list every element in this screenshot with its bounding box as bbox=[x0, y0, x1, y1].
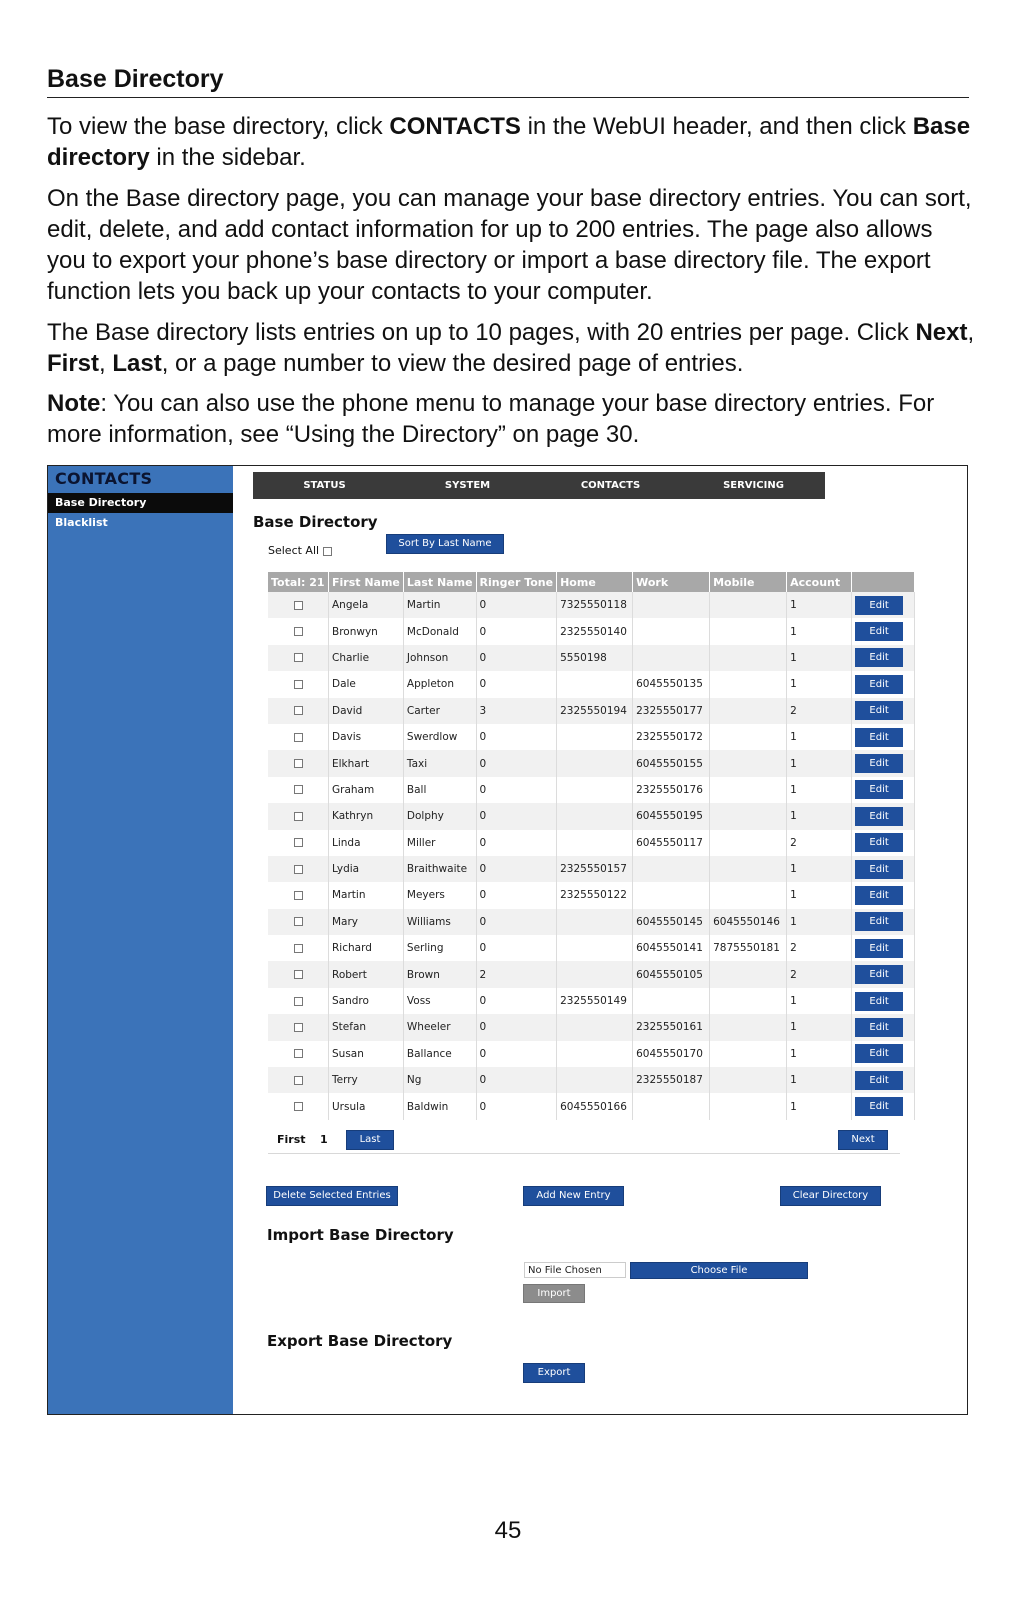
row-checkbox[interactable] bbox=[294, 1102, 303, 1111]
cell-home bbox=[557, 830, 633, 856]
import-button[interactable]: Import bbox=[523, 1284, 585, 1303]
cell-first-name: Lydia bbox=[329, 856, 404, 882]
cell-work: 2325550172 bbox=[633, 724, 710, 750]
cell-first-name: Dale bbox=[329, 671, 404, 697]
table-row bbox=[268, 698, 915, 724]
row-checkbox[interactable] bbox=[294, 1076, 303, 1085]
cell-mobile bbox=[710, 750, 787, 776]
cell-account: 2 bbox=[787, 698, 852, 724]
cell-mobile bbox=[710, 724, 787, 750]
col-ringer-tone: Ringer Tone bbox=[476, 572, 557, 592]
row-checkbox[interactable] bbox=[294, 706, 303, 715]
cell-last-name: Meyers bbox=[403, 882, 476, 908]
cell-mobile bbox=[710, 645, 787, 671]
edit-button[interactable]: Edit bbox=[855, 1071, 903, 1090]
row-checkbox[interactable] bbox=[294, 865, 303, 874]
cell-mobile bbox=[710, 961, 787, 987]
cell-ringer-tone: 0 bbox=[476, 618, 557, 644]
edit-button[interactable]: Edit bbox=[855, 965, 903, 984]
table-row bbox=[268, 909, 915, 935]
cell-mobile bbox=[710, 1093, 787, 1119]
top-nav bbox=[253, 472, 825, 499]
cell-ringer-tone: 0 bbox=[476, 645, 557, 671]
cell-home: 7325550118 bbox=[557, 592, 633, 618]
cell-work bbox=[633, 645, 710, 671]
row-select-cell bbox=[268, 671, 329, 697]
cell-first-name: Graham bbox=[329, 777, 404, 803]
cell-home: 2325550122 bbox=[557, 882, 633, 908]
cell-last-name: Baldwin bbox=[403, 1093, 476, 1119]
col-total: Total: 21 bbox=[268, 572, 329, 592]
pager-first[interactable]: First bbox=[277, 1133, 306, 1146]
cell-work: 6045550105 bbox=[633, 961, 710, 987]
nav-status[interactable]: STATUS bbox=[303, 480, 346, 491]
cell-home bbox=[557, 1041, 633, 1067]
row-actions-cell bbox=[852, 592, 915, 618]
cell-account: 1 bbox=[787, 645, 852, 671]
cell-first-name: David bbox=[329, 698, 404, 724]
table-row bbox=[268, 1041, 915, 1067]
cell-last-name: Taxi bbox=[403, 750, 476, 776]
file-status: No File Chosen bbox=[524, 1262, 626, 1278]
table-body bbox=[268, 592, 915, 1120]
cell-ringer-tone: 0 bbox=[476, 988, 557, 1014]
row-actions-cell bbox=[852, 961, 915, 987]
cell-first-name: Bronwyn bbox=[329, 618, 404, 644]
cell-account: 1 bbox=[787, 909, 852, 935]
cell-last-name: Appleton bbox=[403, 671, 476, 697]
row-select-cell bbox=[268, 882, 329, 908]
row-select-cell bbox=[268, 1041, 329, 1067]
cell-account: 1 bbox=[787, 618, 852, 644]
cell-first-name: Susan bbox=[329, 1041, 404, 1067]
cell-first-name: Ursula bbox=[329, 1093, 404, 1119]
row-select-cell bbox=[268, 1014, 329, 1040]
page-title: Base Directory bbox=[253, 513, 378, 531]
row-actions-cell bbox=[852, 1014, 915, 1040]
cell-ringer-tone: 0 bbox=[476, 1041, 557, 1067]
cell-home bbox=[557, 935, 633, 961]
edit-button[interactable]: Edit bbox=[855, 622, 903, 641]
cell-account: 2 bbox=[787, 830, 852, 856]
table-header bbox=[268, 572, 915, 592]
cell-home: 2325550149 bbox=[557, 988, 633, 1014]
row-select-cell bbox=[268, 618, 329, 644]
cell-work bbox=[633, 1093, 710, 1119]
cell-work bbox=[633, 618, 710, 644]
table-row bbox=[268, 645, 915, 671]
edit-button[interactable]: Edit bbox=[855, 780, 903, 799]
cell-mobile bbox=[710, 698, 787, 724]
row-checkbox[interactable] bbox=[294, 680, 303, 689]
table-row bbox=[268, 592, 915, 618]
cell-mobile bbox=[710, 1014, 787, 1040]
table-row bbox=[268, 1014, 915, 1040]
row-select-cell bbox=[268, 988, 329, 1014]
row-actions-cell bbox=[852, 1093, 915, 1119]
cell-last-name: Ball bbox=[403, 777, 476, 803]
row-select-cell bbox=[268, 1067, 329, 1093]
table-row bbox=[268, 961, 915, 987]
cell-work bbox=[633, 988, 710, 1014]
cell-home: 6045550166 bbox=[557, 1093, 633, 1119]
edit-button[interactable]: Edit bbox=[855, 1018, 903, 1037]
cell-home bbox=[557, 750, 633, 776]
cell-home: 5550198 bbox=[557, 645, 633, 671]
cell-first-name: Charlie bbox=[329, 645, 404, 671]
cell-ringer-tone: 0 bbox=[476, 830, 557, 856]
row-actions-cell bbox=[852, 698, 915, 724]
row-select-cell bbox=[268, 724, 329, 750]
cell-work: 6045550145 bbox=[633, 909, 710, 935]
add-new-entry-button[interactable]: Add New Entry bbox=[523, 1186, 624, 1206]
edit-button[interactable]: Edit bbox=[855, 912, 903, 931]
cell-first-name: Martin bbox=[329, 882, 404, 908]
table-row bbox=[268, 618, 915, 644]
cell-last-name: Serling bbox=[403, 935, 476, 961]
row-checkbox[interactable] bbox=[294, 1049, 303, 1058]
row-actions-cell bbox=[852, 1041, 915, 1067]
table-row bbox=[268, 671, 915, 697]
edit-button[interactable]: Edit bbox=[855, 860, 903, 879]
cell-last-name: Brown bbox=[403, 961, 476, 987]
cell-home bbox=[557, 1067, 633, 1093]
sidebar-item-base-directory[interactable]: Base Directory bbox=[48, 493, 233, 513]
directory-table bbox=[268, 572, 915, 1120]
cell-mobile bbox=[710, 1067, 787, 1093]
cell-account: 1 bbox=[787, 1014, 852, 1040]
row-actions-cell bbox=[852, 988, 915, 1014]
nav-servicing[interactable]: SERVICING bbox=[723, 480, 784, 491]
cell-account: 1 bbox=[787, 1067, 852, 1093]
col-first-name: First Name bbox=[329, 572, 404, 592]
cell-last-name: Dolphy bbox=[403, 803, 476, 829]
cell-last-name: Johnson bbox=[403, 645, 476, 671]
cell-account: 1 bbox=[787, 882, 852, 908]
cell-account: 1 bbox=[787, 671, 852, 697]
cell-ringer-tone: 0 bbox=[476, 750, 557, 776]
cell-home bbox=[557, 803, 633, 829]
edit-button[interactable]: Edit bbox=[855, 1097, 903, 1116]
cell-account: 1 bbox=[787, 988, 852, 1014]
edit-button[interactable]: Edit bbox=[855, 833, 903, 852]
section-heading: Base Directory bbox=[47, 64, 969, 98]
cell-first-name: Robert bbox=[329, 961, 404, 987]
table-row bbox=[268, 1093, 915, 1119]
cell-work bbox=[633, 592, 710, 618]
row-select-cell bbox=[268, 935, 329, 961]
cell-mobile bbox=[710, 803, 787, 829]
paragraph-pages: The Base directory lists entries on up to 10 pages, with 20 entries per page. Click Next, First, Last, or a page number to view the desired page of entries. bbox=[47, 319, 975, 377]
cell-last-name: Braithwaite bbox=[403, 856, 476, 882]
table-row bbox=[268, 777, 915, 803]
row-actions-cell bbox=[852, 750, 915, 776]
table-row bbox=[268, 803, 915, 829]
row-actions-cell bbox=[852, 909, 915, 935]
cell-account: 1 bbox=[787, 724, 852, 750]
edit-button[interactable]: Edit bbox=[855, 754, 903, 773]
cell-ringer-tone: 0 bbox=[476, 724, 557, 750]
sidebar-item-blacklist[interactable]: Blacklist bbox=[55, 516, 108, 529]
cell-ringer-tone: 0 bbox=[476, 909, 557, 935]
cell-ringer-tone: 3 bbox=[476, 698, 557, 724]
row-actions-cell bbox=[852, 671, 915, 697]
row-checkbox[interactable] bbox=[294, 970, 303, 979]
row-checkbox[interactable] bbox=[294, 733, 303, 742]
cell-work: 2325550177 bbox=[633, 698, 710, 724]
table-row bbox=[268, 882, 915, 908]
cell-mobile bbox=[710, 671, 787, 697]
cell-first-name: Richard bbox=[329, 935, 404, 961]
table-row bbox=[268, 750, 915, 776]
edit-button[interactable]: Edit bbox=[855, 701, 903, 720]
row-actions-cell bbox=[852, 777, 915, 803]
cell-ringer-tone: 0 bbox=[476, 592, 557, 618]
table-row bbox=[268, 935, 915, 961]
col-mobile: Mobile bbox=[710, 572, 787, 592]
sort-by-last-name-button[interactable]: Sort By Last Name bbox=[386, 534, 504, 554]
row-select-cell bbox=[268, 645, 329, 671]
cell-account: 1 bbox=[787, 1041, 852, 1067]
row-actions-cell bbox=[852, 645, 915, 671]
cell-last-name: Williams bbox=[403, 909, 476, 935]
table-row bbox=[268, 988, 915, 1014]
clear-directory-button[interactable]: Clear Directory bbox=[780, 1186, 881, 1206]
cell-mobile: 7875550181 bbox=[710, 935, 787, 961]
edit-button[interactable]: Edit bbox=[855, 675, 903, 694]
cell-last-name: Wheeler bbox=[403, 1014, 476, 1040]
row-actions-cell bbox=[852, 1067, 915, 1093]
cell-first-name: Stefan bbox=[329, 1014, 404, 1040]
sidebar-title: CONTACTS bbox=[55, 469, 153, 488]
row-actions-cell bbox=[852, 830, 915, 856]
cell-last-name: Swerdlow bbox=[403, 724, 476, 750]
row-select-cell bbox=[268, 750, 329, 776]
row-select-cell bbox=[268, 698, 329, 724]
cell-mobile bbox=[710, 988, 787, 1014]
row-checkbox[interactable] bbox=[294, 653, 303, 662]
cell-first-name: Terry bbox=[329, 1067, 404, 1093]
cell-ringer-tone: 0 bbox=[476, 856, 557, 882]
cell-first-name: Angela bbox=[329, 592, 404, 618]
cell-first-name: Kathryn bbox=[329, 803, 404, 829]
cell-mobile bbox=[710, 830, 787, 856]
sidebar bbox=[48, 466, 233, 1414]
row-checkbox[interactable] bbox=[294, 1023, 303, 1032]
pager-last-button[interactable]: Last bbox=[346, 1130, 394, 1150]
cell-mobile bbox=[710, 592, 787, 618]
cell-account: 2 bbox=[787, 961, 852, 987]
cell-last-name: Miller bbox=[403, 830, 476, 856]
cell-mobile bbox=[710, 777, 787, 803]
webui-screenshot bbox=[47, 465, 968, 1415]
cell-last-name: Martin bbox=[403, 592, 476, 618]
nav-system[interactable]: SYSTEM bbox=[444, 480, 491, 491]
cell-ringer-tone: 0 bbox=[476, 882, 557, 908]
cell-mobile bbox=[710, 1041, 787, 1067]
select-all-checkbox[interactable] bbox=[323, 547, 332, 556]
row-select-cell bbox=[268, 830, 329, 856]
cell-ringer-tone: 0 bbox=[476, 671, 557, 697]
row-checkbox[interactable] bbox=[294, 838, 303, 847]
cell-last-name: Ballance bbox=[403, 1041, 476, 1067]
row-actions-cell bbox=[852, 935, 915, 961]
cell-ringer-tone: 0 bbox=[476, 935, 557, 961]
row-checkbox[interactable] bbox=[294, 627, 303, 636]
table-row bbox=[268, 830, 915, 856]
cell-account: 1 bbox=[787, 592, 852, 618]
cell-home: 2325550140 bbox=[557, 618, 633, 644]
cell-account: 2 bbox=[787, 935, 852, 961]
export-button[interactable]: Export bbox=[523, 1363, 585, 1383]
row-select-cell bbox=[268, 909, 329, 935]
nav-contacts[interactable]: CONTACTS bbox=[580, 480, 641, 491]
cell-mobile bbox=[710, 618, 787, 644]
cell-last-name: Voss bbox=[403, 988, 476, 1014]
select-all bbox=[268, 544, 332, 557]
col-actions bbox=[852, 572, 915, 592]
edit-button[interactable]: Edit bbox=[855, 886, 903, 905]
cell-work bbox=[633, 856, 710, 882]
cell-account: 1 bbox=[787, 803, 852, 829]
row-select-cell bbox=[268, 1093, 329, 1119]
cell-work: 2325550176 bbox=[633, 777, 710, 803]
cell-first-name: Davis bbox=[329, 724, 404, 750]
cell-work: 6045550170 bbox=[633, 1041, 710, 1067]
row-checkbox[interactable] bbox=[294, 785, 303, 794]
cell-home bbox=[557, 671, 633, 697]
cell-work bbox=[633, 882, 710, 908]
choose-file-button[interactable]: Choose File bbox=[630, 1262, 808, 1279]
cell-ringer-tone: 0 bbox=[476, 803, 557, 829]
paragraph-overview: On the Base directory page, you can manage your base directory entries. You can sort, edit, delete, and add contact information for up to 200 entries. The page also allows you to export your phone’s base directory or import a base directory file. The export function lets you back up your contacts to your computer. bbox=[47, 185, 972, 305]
row-checkbox[interactable] bbox=[294, 759, 303, 768]
table-row bbox=[268, 856, 915, 882]
cell-last-name: McDonald bbox=[403, 618, 476, 644]
cell-home: 2325550194 bbox=[557, 698, 633, 724]
cell-work: 6045550155 bbox=[633, 750, 710, 776]
edit-button[interactable]: Edit bbox=[855, 807, 903, 826]
cell-work: 6045550195 bbox=[633, 803, 710, 829]
cell-last-name: Carter bbox=[403, 698, 476, 724]
cell-ringer-tone: 2 bbox=[476, 961, 557, 987]
col-work: Work bbox=[633, 572, 710, 592]
row-select-cell bbox=[268, 777, 329, 803]
cell-home bbox=[557, 777, 633, 803]
row-actions-cell bbox=[852, 724, 915, 750]
row-actions-cell bbox=[852, 856, 915, 882]
cell-home bbox=[557, 1014, 633, 1040]
edit-button[interactable]: Edit bbox=[855, 1044, 903, 1063]
page-number: 45 bbox=[494, 1517, 522, 1544]
row-actions-cell bbox=[852, 618, 915, 644]
col-last-name: Last Name bbox=[403, 572, 476, 592]
cell-first-name: Sandro bbox=[329, 988, 404, 1014]
table-row bbox=[268, 724, 915, 750]
cell-first-name: Linda bbox=[329, 830, 404, 856]
row-checkbox[interactable] bbox=[294, 917, 303, 926]
row-checkbox[interactable] bbox=[294, 601, 303, 610]
cell-ringer-tone: 0 bbox=[476, 1067, 557, 1093]
cell-mobile bbox=[710, 856, 787, 882]
table-row bbox=[268, 1067, 915, 1093]
cell-account: 1 bbox=[787, 856, 852, 882]
cell-ringer-tone: 0 bbox=[476, 1093, 557, 1119]
edit-button[interactable]: Edit bbox=[855, 648, 903, 667]
import-title: Import Base Directory bbox=[267, 1226, 454, 1244]
row-checkbox[interactable] bbox=[294, 997, 303, 1006]
cell-mobile bbox=[710, 882, 787, 908]
cell-ringer-tone: 0 bbox=[476, 1014, 557, 1040]
row-select-cell bbox=[268, 803, 329, 829]
row-checkbox[interactable] bbox=[294, 944, 303, 953]
edit-button[interactable]: Edit bbox=[855, 596, 903, 615]
cell-work: 6045550141 bbox=[633, 935, 710, 961]
cell-first-name: Mary bbox=[329, 909, 404, 935]
cell-first-name: Elkhart bbox=[329, 750, 404, 776]
row-actions-cell bbox=[852, 803, 915, 829]
col-account: Account bbox=[787, 572, 852, 592]
cell-work: 6045550135 bbox=[633, 671, 710, 697]
export-title: Export Base Directory bbox=[267, 1332, 453, 1350]
edit-button[interactable]: Edit bbox=[855, 992, 903, 1011]
cell-work: 6045550117 bbox=[633, 830, 710, 856]
row-select-cell bbox=[268, 961, 329, 987]
cell-account: 1 bbox=[787, 777, 852, 803]
cell-account: 1 bbox=[787, 1093, 852, 1119]
table-divider bbox=[268, 1153, 900, 1154]
select-all-label: Select All bbox=[268, 544, 320, 557]
delete-selected-entries-button[interactable]: Delete Selected Entries bbox=[266, 1186, 398, 1206]
paragraph-intro: To view the base directory, click CONTACTS in the WebUI header, and then click Base directory in the sidebar. bbox=[47, 113, 971, 171]
cell-home bbox=[557, 961, 633, 987]
cell-mobile: 6045550146 bbox=[710, 909, 787, 935]
cell-work: 2325550187 bbox=[633, 1067, 710, 1093]
cell-work: 2325550161 bbox=[633, 1014, 710, 1040]
row-checkbox[interactable] bbox=[294, 812, 303, 821]
edit-button[interactable]: Edit bbox=[855, 939, 903, 958]
cell-last-name: Ng bbox=[403, 1067, 476, 1093]
pager-page-1[interactable]: 1 bbox=[320, 1133, 328, 1146]
row-select-cell bbox=[268, 592, 329, 618]
row-actions-cell bbox=[852, 882, 915, 908]
col-home: Home bbox=[557, 572, 633, 592]
row-select-cell bbox=[268, 856, 329, 882]
edit-button[interactable]: Edit bbox=[855, 728, 903, 747]
cell-ringer-tone: 0 bbox=[476, 777, 557, 803]
pager-next-button[interactable]: Next bbox=[838, 1130, 888, 1150]
cell-account: 1 bbox=[787, 750, 852, 776]
cell-home bbox=[557, 724, 633, 750]
paragraph-note: Note: You can also use the phone menu to manage your base directory entries. For more information, see “Using the Directory” on page 30. bbox=[47, 390, 935, 448]
cell-home bbox=[557, 909, 633, 935]
cell-home: 2325550157 bbox=[557, 856, 633, 882]
row-checkbox[interactable] bbox=[294, 891, 303, 900]
